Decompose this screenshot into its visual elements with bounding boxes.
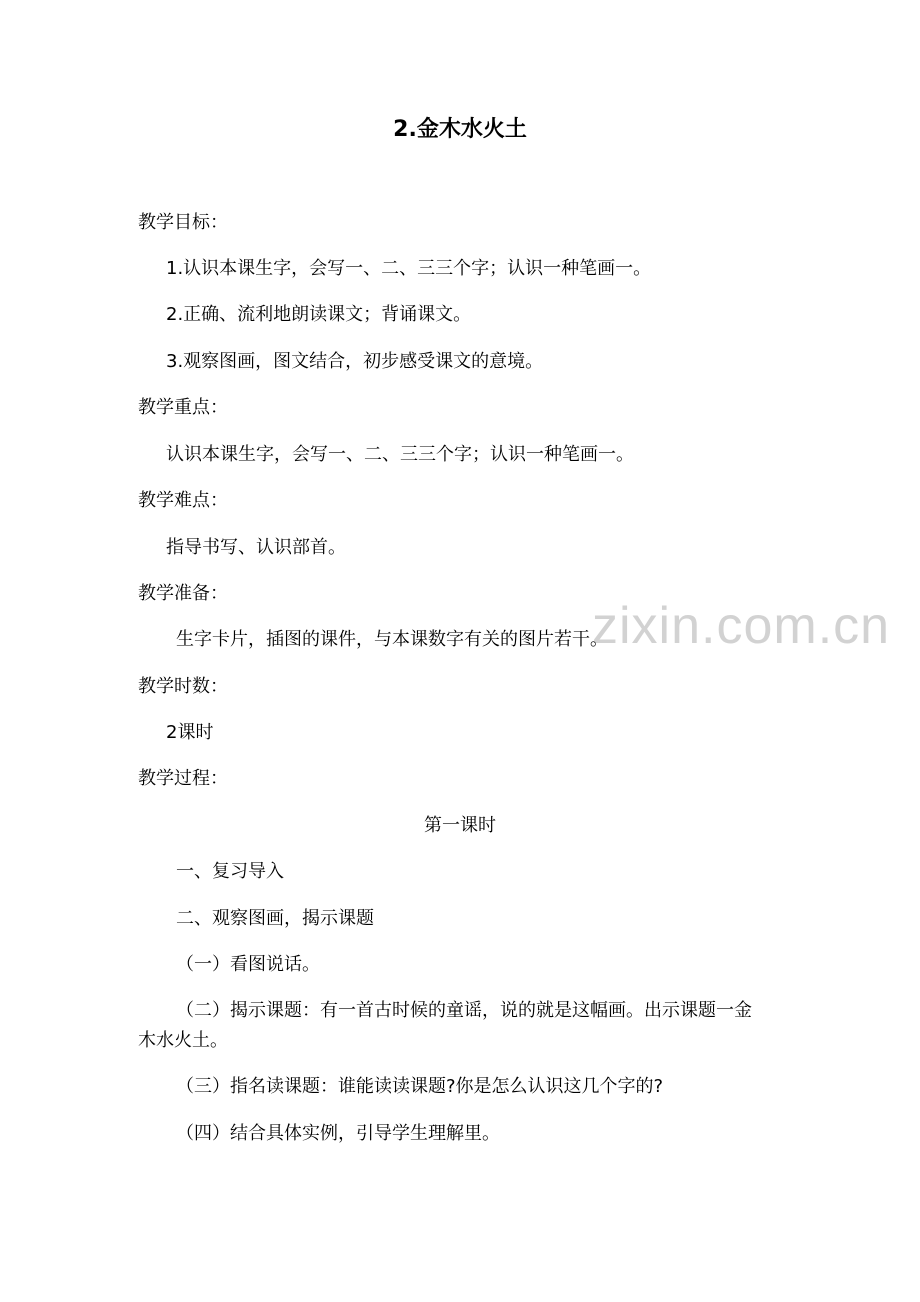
page-title: 2.金木水火土 xyxy=(393,117,527,142)
process-substep-1: （一）看图说话。 xyxy=(176,954,320,975)
objective-item-1: 1.认识本课生字，会写一、二、三三个字；认识一种笔画一。 xyxy=(166,258,652,279)
process-substep-4: （四）结合具体实例，引导学生理解里。 xyxy=(176,1123,500,1144)
objective-item-2: 2.正确、流利地朗读课文；背诵课文。 xyxy=(166,304,472,325)
watermark: zixin.com.cn xyxy=(592,597,891,655)
preparation-text: 生字卡片，插图的课件，与本课数字有关的图片若干。 xyxy=(176,629,608,650)
process-substep-3: （三）指名读课题：谁能读读课题?你是怎么认识这几个字的? xyxy=(176,1076,664,1097)
process-substep-2-cont: 木水火土。 xyxy=(138,1030,228,1051)
process-step-1: 一、复习导入 xyxy=(176,861,284,882)
process-step-2: 二、观察图画，揭示课题 xyxy=(176,908,374,929)
preparation-heading: 教学准备： xyxy=(138,583,228,604)
hours-heading: 教学时数： xyxy=(138,676,228,697)
lesson-title: 第一课时 xyxy=(424,815,496,836)
process-substep-2: （二）揭示课题：有一首古时候的童谣，说的就是这幅画。出示课题一金 xyxy=(176,1000,752,1021)
key-points-heading: 教学重点： xyxy=(138,397,228,418)
hours-text: 2课时 xyxy=(166,722,214,743)
objective-item-3: 3.观察图画，图文结合，初步感受课文的意境。 xyxy=(166,351,544,372)
difficulties-text: 指导书写、认识部首。 xyxy=(166,537,346,558)
key-points-text: 认识本课生字，会写一、二、三三个字；认识一种笔画一。 xyxy=(166,444,634,465)
process-heading: 教学过程： xyxy=(138,768,228,789)
difficulties-heading: 教学难点： xyxy=(138,490,228,511)
objectives-heading: 教学目标： xyxy=(138,212,228,233)
